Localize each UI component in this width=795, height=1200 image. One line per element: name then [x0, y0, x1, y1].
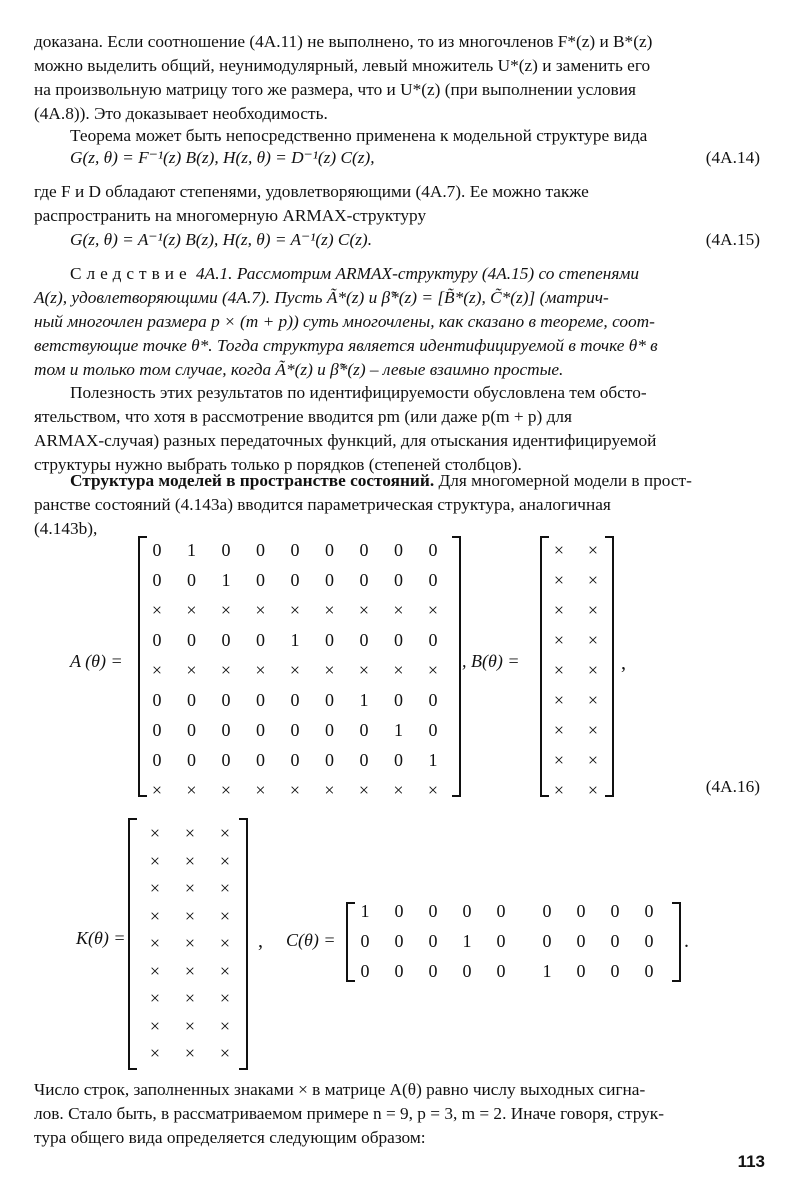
- matrix-cell: 0: [428, 901, 438, 921]
- matrix-cell: 0: [394, 570, 403, 590]
- matrix-cell: ×: [219, 1043, 231, 1063]
- matrix-cell: 0: [576, 961, 586, 981]
- matrix-cell: ×: [184, 905, 196, 926]
- matrix-cell: ×: [553, 600, 565, 620]
- matrix-cell: 0: [187, 690, 196, 710]
- matrix-cell: 0: [610, 901, 620, 921]
- matrix-c-period: .: [684, 930, 689, 952]
- matrix-cell: ×: [184, 878, 196, 898]
- text-line: Число строк, заполненных знаками × в матрице A(θ) равно числу выходных сигна-: [34, 1080, 646, 1099]
- page-number: 113: [737, 1152, 765, 1171]
- matrix-c-label: C(θ) =: [286, 930, 336, 950]
- matrix-cell: ×: [219, 878, 231, 898]
- matrix-cell: 0: [542, 931, 552, 951]
- text-line: тура общего вида определяется следующим образом:: [34, 1128, 426, 1147]
- matrix-cell: ×: [553, 630, 565, 650]
- matrix-cell: ×: [553, 540, 565, 560]
- matrix-cell: ×: [255, 660, 266, 680]
- matrix-cell: 0: [394, 630, 403, 650]
- paragraph-usefulness: [34, 381, 762, 477]
- matrix-cell: 0: [394, 901, 404, 921]
- matrix-cell: ×: [151, 600, 163, 620]
- matrix-cell: 0: [496, 931, 506, 951]
- matrix-cell: ×: [289, 600, 301, 620]
- formula-text: G(z, θ) = A⁻¹(z) B(z), H(z, θ) = A⁻¹(z) C(z).: [70, 230, 373, 249]
- matrix-cell: 0: [290, 690, 300, 710]
- matrix-cell: ×: [149, 988, 161, 1008]
- matrix-cell: ×: [587, 720, 599, 740]
- matrix-cell: 0: [428, 540, 438, 560]
- matrix-cell: 0: [187, 720, 196, 740]
- matrix-cell: 0: [576, 901, 586, 921]
- matrix-cell: 0: [221, 630, 231, 650]
- matrix-cell: ×: [587, 750, 599, 770]
- matrix-cell: ×: [220, 600, 232, 620]
- matrix-cell: ×: [587, 690, 599, 710]
- matrix-cell: ×: [289, 780, 301, 800]
- matrix-cell: ×: [184, 960, 196, 981]
- corollary-heading: Следствие: [70, 264, 192, 283]
- matrix-cell: ×: [186, 660, 197, 680]
- matrix-cell: ×: [553, 570, 565, 590]
- matrix-cell: 0: [462, 961, 472, 981]
- matrix-cell: 0: [428, 630, 438, 650]
- matrix-cell: ×: [151, 780, 163, 800]
- matrix-cell: 0: [644, 961, 654, 981]
- matrix-b-comma: ,: [621, 652, 626, 674]
- formula-4a15: [70, 230, 760, 250]
- matrix-a-label: A (θ) =: [70, 651, 123, 671]
- matrix-cell: ×: [393, 660, 404, 680]
- text-line: Полезность этих результатов по идентифицируемости обусловлена тем обсто-: [70, 383, 647, 402]
- matrix-cell: 0: [325, 630, 334, 650]
- matrix-cell: 0: [496, 961, 506, 981]
- matrix-cell: 0: [394, 931, 404, 951]
- matrix-cell: 0: [360, 931, 370, 951]
- matrix-cell: ×: [149, 1043, 161, 1063]
- matrix-cell: 1: [462, 931, 472, 951]
- matrix-k-label: K(θ) =: [76, 928, 126, 948]
- matrix-cell: ×: [219, 1015, 231, 1036]
- matrix-cell: 0: [359, 570, 369, 590]
- matrix-cell: 0: [394, 750, 403, 770]
- matrix-cell: 0: [428, 961, 438, 981]
- matrix-cell: ×: [220, 660, 232, 680]
- text-line: Теорема может быть непосредственно применена к модельной структуре вида: [70, 126, 648, 145]
- text-line: ный многочлен размера p × (m + p)) суть многочлены, как сказано в теореме, соот-: [34, 312, 655, 331]
- matrix-cell: ×: [553, 780, 565, 800]
- text-line: распространить на многомерную ARMAX-структуру: [34, 206, 427, 225]
- matrix-cell: ×: [358, 660, 370, 680]
- matrix-cell: 0: [256, 540, 265, 560]
- matrix-cell: ×: [255, 600, 266, 620]
- matrix-cell: ×: [324, 780, 335, 800]
- matrix-cell: ×: [219, 960, 231, 981]
- matrix-cell: ×: [393, 780, 404, 800]
- matrix-cell: 0: [462, 901, 472, 921]
- matrix-cell: 0: [496, 901, 506, 921]
- matrix-cell: 0: [221, 540, 231, 560]
- matrix-cell: 0: [394, 961, 404, 981]
- matrix-cell: ×: [184, 850, 196, 871]
- matrix-cell: 0: [325, 750, 334, 770]
- paragraph-rows-count: [34, 1078, 762, 1150]
- text-line: на произвольную матрицу того же размера, что и U*(z) (при выполнении условия: [34, 80, 636, 99]
- matrix-cell: ×: [553, 720, 565, 740]
- matrix-cell: 0: [325, 690, 334, 710]
- matrix-cell: ×: [219, 905, 231, 926]
- formula-text: G(z, θ) = F⁻¹(z) B(z), H(z, θ) = D⁻¹(z) C(z),: [70, 148, 375, 167]
- matrix-cell: ×: [427, 780, 439, 800]
- matrix-cell: ×: [220, 780, 232, 800]
- matrix-cell: 0: [610, 961, 620, 981]
- matrix-k-left-bracket: [128, 818, 137, 1070]
- matrix-a-right-bracket: [452, 536, 461, 797]
- matrix-cell: 0: [394, 690, 403, 710]
- matrix-cell: 0: [428, 690, 438, 710]
- matrix-cell: ×: [587, 780, 599, 800]
- matrix-a: [145, 535, 455, 805]
- paragraph-theorem-apply: [34, 124, 762, 148]
- matrix-cell: 0: [152, 630, 162, 650]
- matrix-cell: ×: [149, 850, 161, 871]
- matrix-cell: 0: [221, 690, 231, 710]
- corollary-first-line: [34, 262, 762, 286]
- matrix-cell: 0: [359, 540, 369, 560]
- text-fragment: Для многомерной модели в прост-: [434, 471, 692, 490]
- matrix-cell: ×: [184, 1043, 196, 1063]
- matrix-cell: 0: [152, 570, 162, 590]
- matrix-c: [353, 896, 673, 986]
- matrix-cell: ×: [149, 878, 161, 898]
- matrix-b: [547, 535, 607, 805]
- matrix-cell: 1: [360, 901, 370, 921]
- matrix-c-right-bracket: [672, 902, 681, 982]
- text-line: (4A.8)). Это доказывает необходимость.: [34, 104, 328, 123]
- matrix-cell: ×: [587, 570, 599, 590]
- matrix-cell: 0: [428, 720, 438, 740]
- matrix-cell: 0: [256, 690, 265, 710]
- matrix-cell: 0: [325, 720, 334, 740]
- text-line: A(z), удовлетворяющими (4A.7). Пусть Ã*(z) и β̃*(z) = [B̃*(z), C̃*(z)] (матрич-: [34, 288, 609, 307]
- matrix-cell: 0: [187, 630, 196, 650]
- text-line: ятельством, что хотя в рассмотрение вводится pm (или даже p(m + p) для: [34, 407, 572, 426]
- matrix-cell: ×: [587, 630, 599, 650]
- matrix-cell: ×: [219, 850, 231, 871]
- matrix-cell: 0: [290, 750, 300, 770]
- matrix-cell: 0: [256, 750, 265, 770]
- matrix-k-right-bracket: [239, 818, 248, 1070]
- matrix-k-comma: ,: [258, 930, 263, 952]
- matrix-cell: ×: [587, 600, 599, 620]
- matrix-cell: ×: [358, 780, 370, 800]
- text-line: где F и D обладают степенями, удовлетворяющими (4A.7). Ее можно также: [34, 182, 589, 201]
- matrix-cell: ×: [553, 750, 565, 770]
- matrix-cell: 0: [221, 750, 231, 770]
- text-line: том и только том случае, когда Ã*(z) и β̃*(z) – левые взаимно простые.: [34, 360, 564, 379]
- matrix-cell: 0: [256, 570, 265, 590]
- text-line: лов. Стало быть, в рассматриваемом примере n = 9, p = 3, m = 2. Иначе говоря, струк-: [34, 1104, 664, 1123]
- matrix-cell: 0: [394, 540, 403, 560]
- matrix-cell: 0: [325, 570, 334, 590]
- matrix-cell: 0: [221, 720, 231, 740]
- matrix-cell: 0: [359, 720, 369, 740]
- matrix-cell: ×: [587, 540, 599, 560]
- matrix-cell: ×: [324, 600, 335, 620]
- matrix-cell: ×: [358, 600, 370, 620]
- text-line: доказана. Если соотношение (4A.11) не выполнено, то из многочленов F*(z) и B*(z): [34, 32, 653, 51]
- matrix-cell: ×: [149, 823, 161, 843]
- matrix-cell: 0: [360, 961, 370, 981]
- matrix-cell: ×: [184, 933, 196, 953]
- matrix-cell: ×: [587, 660, 599, 680]
- matrix-cell: ×: [553, 690, 565, 710]
- matrix-cell: 0: [152, 750, 162, 770]
- formula-4a14: [70, 148, 760, 168]
- text-line-first: [34, 469, 762, 493]
- matrix-cell: 0: [256, 720, 265, 740]
- matrix-cell: ×: [553, 660, 565, 680]
- matrix-cell: 0: [152, 540, 162, 560]
- text-line: ветствующие точке θ*. Тогда структура является идентифицируемой в точке θ* в: [34, 336, 658, 355]
- matrix-cell: ×: [289, 660, 301, 680]
- matrix-cell: 0: [187, 750, 196, 770]
- matrix-b-right-bracket: [605, 536, 614, 797]
- matrix-cell: ×: [324, 660, 335, 680]
- matrix-cell: ×: [219, 933, 231, 953]
- matrix-cell: ×: [151, 660, 163, 680]
- equation-number: (4A.16): [705, 777, 760, 796]
- matrix-cell: 1: [394, 720, 403, 740]
- equation-number: (4A.14): [705, 148, 760, 167]
- paragraph-armax: [34, 180, 762, 228]
- matrix-cell: ×: [184, 823, 196, 843]
- matrix-k: [143, 818, 233, 1068]
- matrix-cell: ×: [149, 905, 161, 926]
- matrix-cell: 1: [542, 961, 552, 981]
- matrix-cell: 0: [325, 540, 334, 560]
- matrix-cell: 0: [610, 931, 620, 951]
- paragraph-proof-end: [34, 30, 762, 126]
- matrix-cell: ×: [184, 988, 196, 1008]
- matrix-cell: ×: [427, 600, 439, 620]
- equation-number: (4A.15): [705, 230, 760, 249]
- text-fragment: 4A.1. Рассмотрим ARMAX-структуру (4A.15) со степенями: [196, 264, 640, 283]
- matrix-cell: 0: [187, 570, 196, 590]
- text-line: можно выделить общий, неунимодулярный, левый множитель U*(z) и заменить его: [34, 56, 651, 75]
- matrix-cell: ×: [219, 823, 231, 843]
- matrix-cell: 1: [187, 540, 196, 560]
- matrix-cell: 0: [359, 750, 369, 770]
- text-line: (4.143b),: [34, 519, 98, 538]
- matrix-cell: ×: [393, 600, 404, 620]
- matrix-cell: 1: [359, 690, 369, 710]
- matrix-cell: 0: [290, 720, 300, 740]
- matrix-cell: ×: [427, 660, 439, 680]
- matrix-cell: 1: [221, 570, 231, 590]
- section-heading: Структура моделей в пространстве состояний.: [70, 471, 435, 490]
- matrix-cell: 0: [152, 720, 162, 740]
- matrix-cell: ×: [186, 600, 197, 620]
- matrix-cell: ×: [149, 1015, 161, 1036]
- matrix-cell: 0: [428, 570, 438, 590]
- matrix-cell: ×: [149, 960, 161, 981]
- matrix-cell: 0: [290, 570, 300, 590]
- matrix-b-label: , B(θ) =: [462, 651, 520, 671]
- matrix-cell: 0: [576, 931, 586, 951]
- matrix-cell: 0: [428, 931, 438, 951]
- matrix-cell: 0: [290, 540, 300, 560]
- matrix-cell: ×: [149, 933, 161, 953]
- paragraph-state-space: [34, 469, 762, 541]
- matrix-cell: ×: [184, 1015, 196, 1036]
- matrix-cell: ×: [255, 780, 266, 800]
- matrix-cell: 0: [542, 901, 552, 921]
- matrix-cell: 0: [256, 630, 265, 650]
- matrix-cell: 1: [428, 750, 438, 770]
- matrix-cell: 0: [152, 690, 162, 710]
- matrix-cell: 0: [644, 901, 654, 921]
- matrix-cell: 0: [359, 630, 369, 650]
- text-line: структуры нужно выбрать только p порядков (степеней столбцов).: [34, 455, 522, 474]
- text-line: ранстве состояний (4.143a) вводится параметрическая структура, аналогичная: [34, 495, 611, 514]
- corollary-4a1: [34, 262, 762, 382]
- matrix-cell: ×: [219, 988, 231, 1008]
- matrix-cell: 1: [290, 630, 300, 650]
- matrix-cell: ×: [186, 780, 197, 800]
- matrix-cell: 0: [644, 931, 654, 951]
- text-line: ARMAX-случая) разных передаточных функций, для отыскания идентифицируемой: [34, 431, 657, 450]
